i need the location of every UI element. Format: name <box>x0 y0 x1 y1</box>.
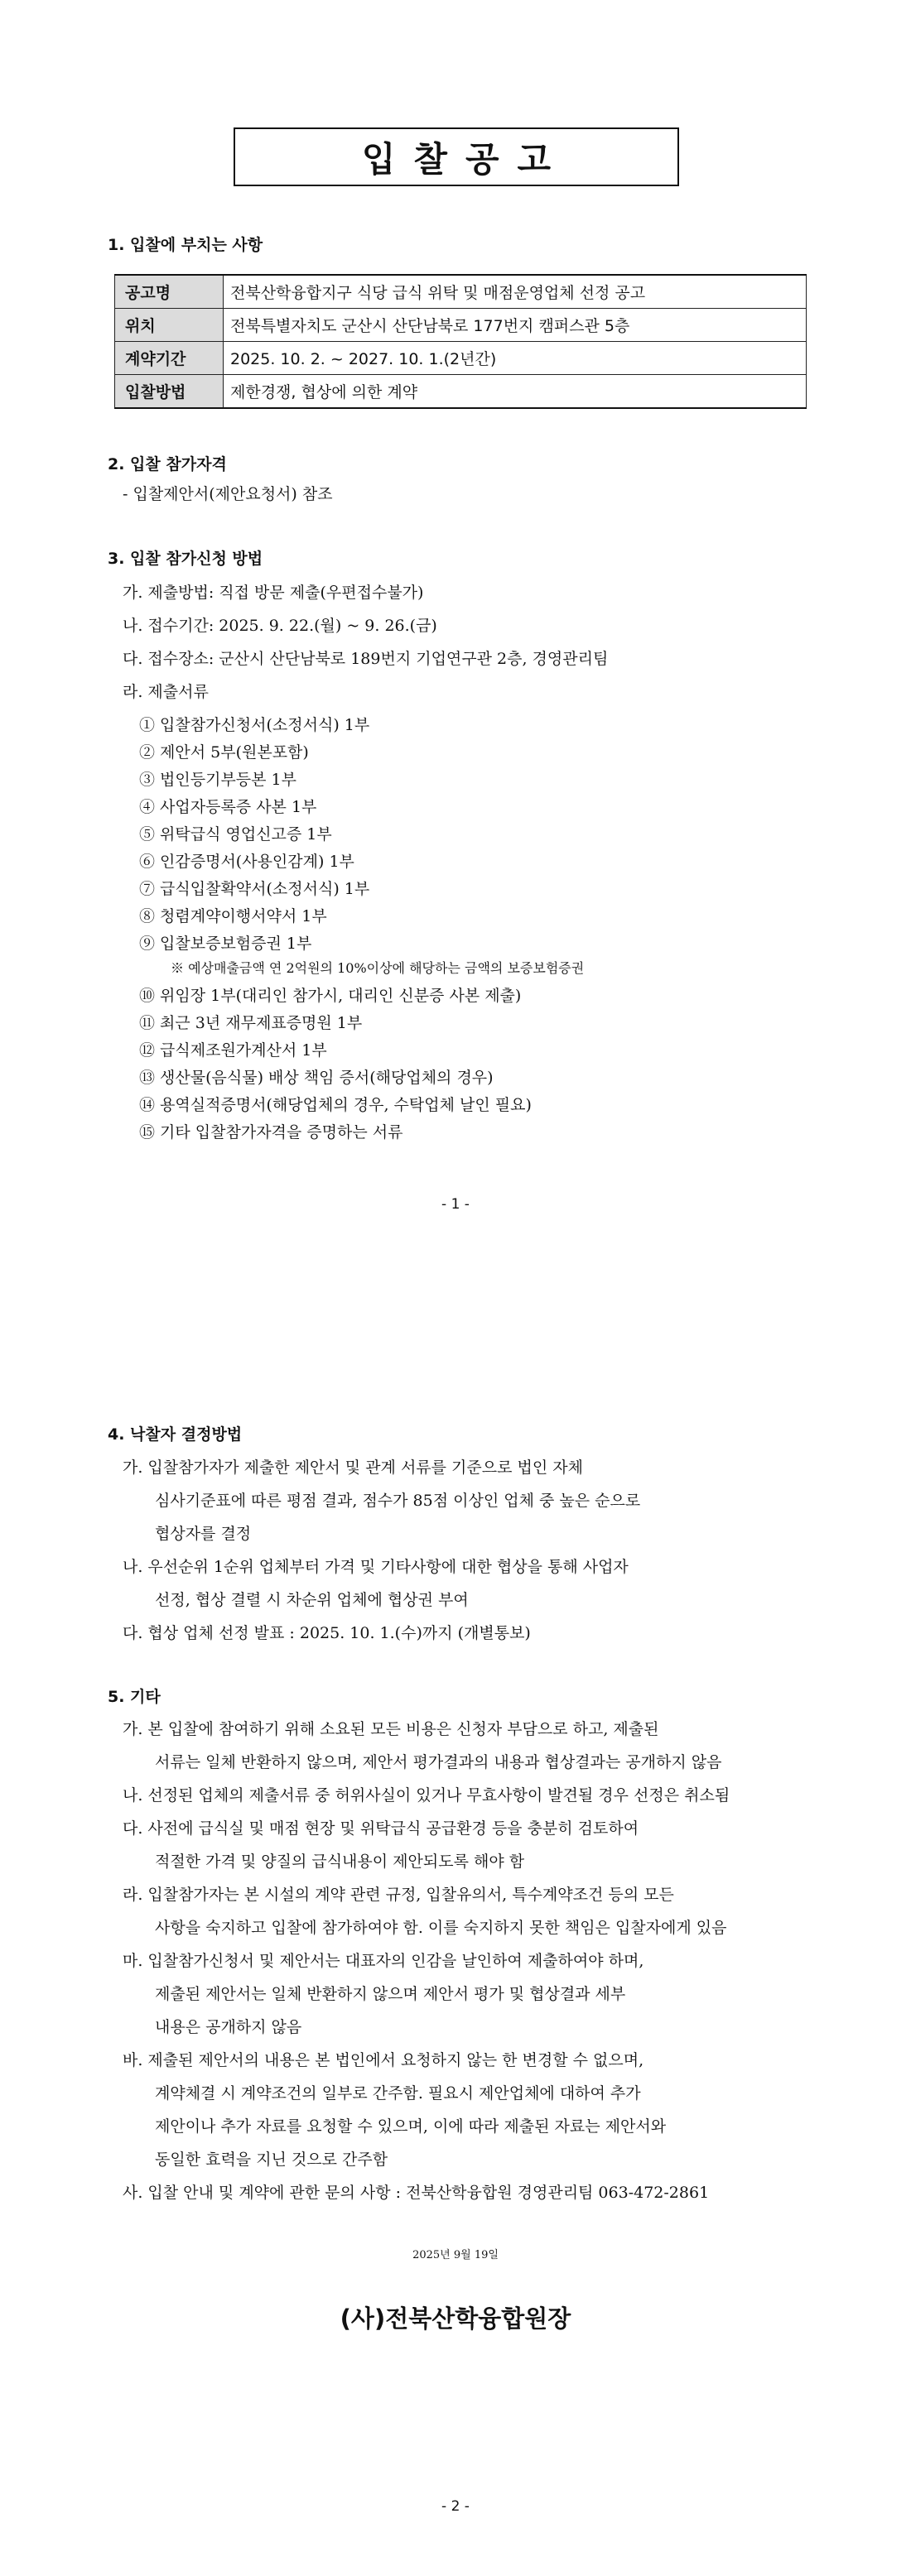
section-2-heading: 2. 입찰 참가자격 <box>108 455 227 473</box>
doc-item: ⑩ 위임장 1부(대리인 참가시, 대리인 신분증 사본 제출) <box>139 987 522 1005</box>
doc-item: ⑮ 기타 입찰참가자격을 증명하는 서류 <box>139 1123 403 1141</box>
section-5-ba-2: 계약체결 시 계약조건의 일부로 간주함. 필요시 제안업체에 대하여 추가 <box>155 2084 641 2103</box>
bid-info-table <box>114 274 807 409</box>
section-5-ra-2: 사항을 숙지하고 입찰에 참가하여야 함. 이를 숙지하지 못한 책임은 입찰자에게 있음 <box>155 1919 727 1937</box>
section-3-na: 나. 접수기간: 2025. 9. 22.(월) ~ 9. 26.(금) <box>123 617 437 635</box>
doc-item: ⑥ 인감증명서(사용인감계) 1부 <box>139 853 354 871</box>
section-4-heading: 4. 낙찰자 결정방법 <box>108 1425 243 1444</box>
table-row <box>115 309 807 342</box>
section-5-ga-1: 가. 본 입찰에 참여하기 위해 소요된 모든 비용은 신청자 부담으로 하고, 제출된 <box>123 1720 659 1738</box>
section-5-heading: 5. 기타 <box>108 1688 161 1706</box>
row-label-method: 입찰방법 <box>115 375 224 409</box>
row-value-method: 제한경쟁, 협상에 의한 계약 <box>224 375 807 409</box>
section-4-ga-2: 심사기준표에 따른 평점 결과, 점수가 85점 이상인 업체 중 높은 순으로 <box>155 1492 641 1510</box>
section-4-ga-1: 가. 입찰참가자가 제출한 제안서 및 관계 서류를 기준으로 법인 자체 <box>123 1459 583 1477</box>
section-4-ga-3: 협상자를 결정 <box>155 1525 252 1543</box>
section-5-ga-2: 서류는 일체 반환하지 않으며, 제안서 평가결과의 내용과 협상결과는 공개하지 않음 <box>155 1753 722 1771</box>
row-value-notice: 전북산학융합지구 식당 급식 위탁 및 매점운영업체 선정 공고 <box>224 275 807 309</box>
doc-item: ⑦ 급식입찰확약서(소정서식) 1부 <box>139 880 370 898</box>
table-row <box>115 342 807 375</box>
doc-item: ③ 법인등기부등본 1부 <box>139 771 296 789</box>
section-5-ba-3: 제안이나 추가 자료를 요청할 수 있으며, 이에 따라 제출된 자료는 제안서와 <box>155 2117 667 2136</box>
doc-item: ⑧ 청렴계약이행서약서 1부 <box>139 907 327 925</box>
section-4-da: 다. 협상 업체 선정 발표 : 2025. 10. 1.(수)까지 (개별통보) <box>123 1624 531 1642</box>
document-title: 입찰공고 <box>234 127 679 186</box>
section-4-na-1: 나. 우선순위 1순위 업체부터 가격 및 기타사항에 대한 협상을 통해 사업자 <box>123 1558 629 1576</box>
section-5-ma-1: 마. 입찰참가신청서 및 제안서는 대표자의 인감을 날인하여 제출하여야 하며, <box>123 1952 644 1970</box>
section-5-sa: 사. 입찰 안내 및 계약에 관한 문의 사항 : 전북산학융합원 경영관리팀 063-472-2861 <box>123 2184 710 2202</box>
section-5-ma-3: 내용은 공개하지 않음 <box>155 2018 302 2036</box>
row-value-period: 2025. 10. 2. ~ 2027. 10. 1.(2년간) <box>224 342 807 375</box>
section-3-ra: 라. 제출서류 <box>123 683 209 701</box>
section-5-na: 나. 선정된 업체의 제출서류 중 허위사실이 있거나 무효사항이 발견될 경우 선정은 취소됨 <box>123 1786 730 1805</box>
doc-item: ⑫ 급식제조원가계산서 1부 <box>139 1041 327 1060</box>
section-2-line: - 입찰제안서(제안요청서) 참조 <box>123 485 333 503</box>
section-5-ba-4: 동일한 효력을 지닌 것으로 간주함 <box>155 2151 388 2169</box>
doc-item: ⑪ 최근 3년 재무제표증명원 1부 <box>139 1014 363 1032</box>
doc-item: ⑤ 위탁급식 영업신고증 1부 <box>139 825 332 843</box>
row-label-period: 계약기간 <box>115 342 224 375</box>
section-4-na-2: 선정, 협상 결렬 시 차순위 업체에 협상권 부여 <box>155 1591 469 1609</box>
section-5-ba-1: 바. 제출된 제안서의 내용은 본 법인에서 요청하지 않는 한 변경할 수 없으며, <box>123 2051 644 2069</box>
row-value-location: 전북특별자치도 군산시 산단남북로 177번지 캠퍼스관 5층 <box>224 309 807 342</box>
table-row <box>115 275 807 309</box>
doc-item: ⑬ 생산물(음식물) 배상 책임 증서(해당업체의 경우) <box>139 1069 494 1087</box>
row-label-location: 위치 <box>115 309 224 342</box>
page-number-1: - 1 - <box>441 1196 470 1213</box>
section-5-ra-1: 라. 입찰참가자는 본 시설의 계약 관련 규정, 입찰유의서, 특수계약조건 등의 모든 <box>123 1886 674 1904</box>
section-5-da-1: 다. 사전에 급식실 및 매점 현장 및 위탁급식 공급환경 등을 충분히 검토하여 <box>123 1819 639 1838</box>
row-label-notice: 공고명 <box>115 275 224 309</box>
doc-item: ⑨ 입찰보증보험증권 1부 <box>139 935 312 953</box>
page-number-2: - 2 - <box>441 2498 470 2515</box>
section-5-da-2: 적절한 가격 및 양질의 급식내용이 제안되도록 해야 함 <box>155 1853 525 1871</box>
section-3-da: 다. 접수장소: 군산시 산단남북로 189번지 기업연구관 2층, 경영관리팀 <box>123 650 609 668</box>
announcement-date: 2025년 9월 19일 <box>412 2249 499 2261</box>
section-1-heading: 1. 입찰에 부치는 사항 <box>108 236 263 254</box>
section-3-ga: 가. 제출방법: 직접 방문 제출(우편접수불가) <box>123 584 424 602</box>
doc-item: ⑭ 용역실적증명서(해당업체의 경우, 수탁업체 날인 필요) <box>139 1096 532 1114</box>
guarantee-note: ※ 예상매출금액 연 2억원의 10%이상에 해당하는 금액의 보증보험증권 <box>171 960 585 976</box>
section-5-ma-2: 제출된 제안서는 일체 반환하지 않으며 제안서 평가 및 협상결과 세부 <box>155 1985 626 2003</box>
doc-item: ② 제안서 5부(원본포함) <box>139 743 309 762</box>
doc-item: ① 입찰참가신청서(소정서식) 1부 <box>139 716 370 734</box>
issuer-signature: (사)전북산학융합원장 <box>340 2304 571 2333</box>
doc-item: ④ 사업자등록증 사본 1부 <box>139 798 317 816</box>
section-3-heading: 3. 입찰 참가신청 방법 <box>108 550 263 568</box>
table-row <box>115 375 807 409</box>
